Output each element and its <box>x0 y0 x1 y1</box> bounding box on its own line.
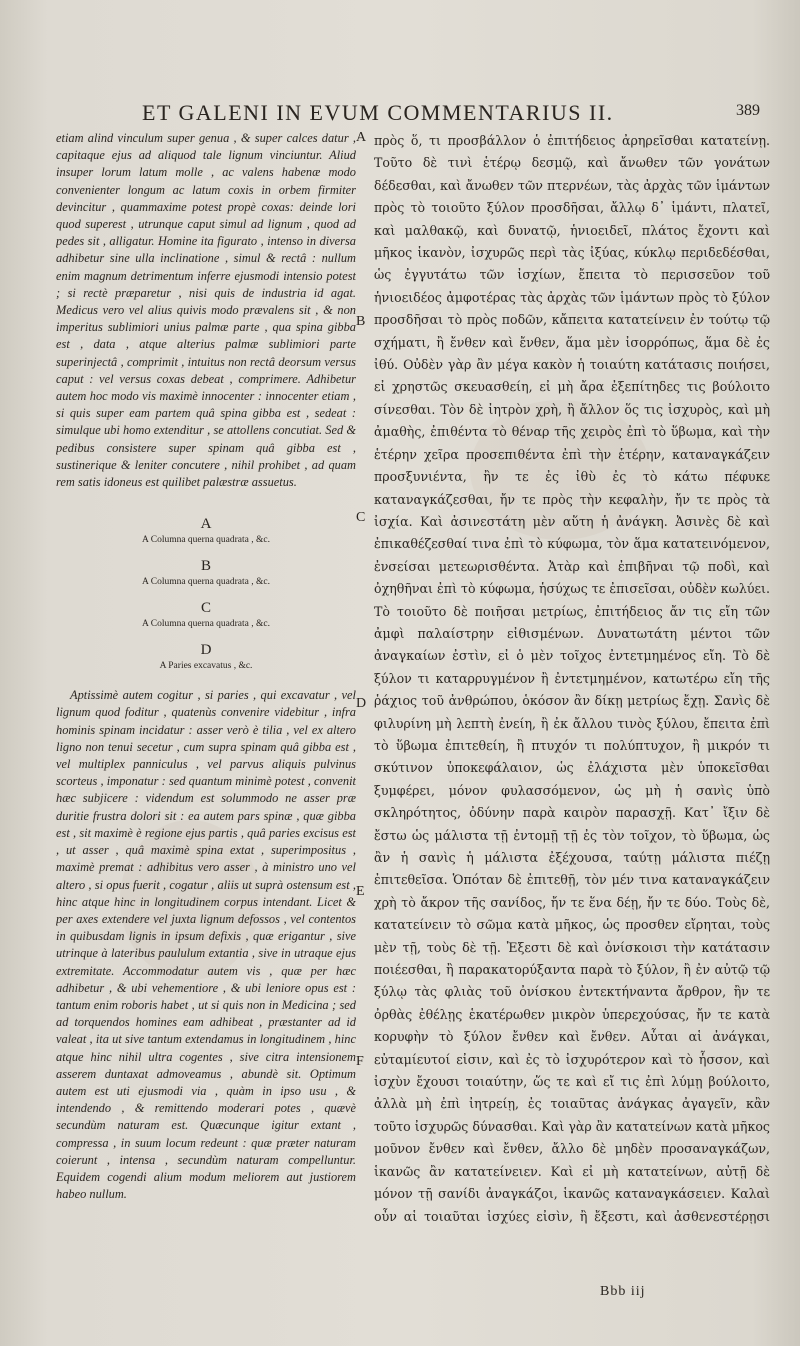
figure-reference-d <box>56 641 356 673</box>
figure-reference-a <box>56 515 356 547</box>
figure-letter: D <box>200 642 212 659</box>
margin-letter-f: F <box>356 1054 364 1069</box>
margin-letter-d: D <box>356 696 367 711</box>
margin-letter-e: E <box>356 884 365 899</box>
figure-letter: C <box>200 600 211 617</box>
figure-reference-c <box>56 599 356 631</box>
figure-letter: B <box>200 558 211 575</box>
latin-paragraph-1: etiam alind vinculum super genua , & super calces datur , capitaque ejus ad aliquod tale lignum vinciuntur. Aliud insuper lorum latum molle , ac valens habenæ modo convenienter longum ac latum coxis in orbem firmiter devincitur , quammaxime potest propè coxas: deinde lori quod superest , utrunque caput simul ad lignum , quod ad pedes sit , alligatur. Homine ita figurato , intenso in diversa adhibetur sine ulla inclinatione , simul & rectâ : nullum enim magnum detrimentum inferre ejusmodi intensio potest ; si rectè præparetur , nisi quis de industria id agat. Medicus vero vel alius quivis modo prævalens sit , & non imperitus sublimiori unius palmæ parte , qua spina gibba est , data , atque alterius palmæ sublimiori parte superinjectâ , comprimit , intuitus non rectâ deorsum versus caput : vel versus coxas debeat , comprimere. Adhibetur autem hoc modo vis maximè innocenter : innocenter etiam , si quis super eam partem quâ spina gibba est , sedeat : simulque ubi homo extenditur , se attollens concutiat. Sed & pedibus consistere super spinam quâ gibba est , sustinerique & leniter concutere , nihil prohibet , ad quam rem satis idoneus est quilibet palæstræ assuetus. <box>56 131 356 490</box>
greek-column <box>374 130 770 1230</box>
page-number: 389 <box>736 102 760 119</box>
figure-caption: A Columna querna quadrata , &c. <box>142 577 270 588</box>
margin-letters <box>356 130 372 1330</box>
latin-column <box>56 130 356 1270</box>
figure-reference-b <box>56 557 356 589</box>
figure-caption: A Columna querna quadrata , &c. <box>142 619 270 630</box>
figure-caption: A Columna querna quadrata , &c. <box>142 535 270 546</box>
margin-letter-a: A <box>356 130 367 145</box>
signature-mark: Bbb iij <box>600 1284 646 1299</box>
page-header <box>0 100 800 130</box>
latin-paragraph-2: Aptissimè autem cogitur , si paries , qui excavatur , vel lignum quod foditur , quatenùs convenire videbitur , infra hominis spinam incidatur : asser verò è tilia , vel ex altero ligno non tenui secetur , cum supra spinam quâ gibba est , vel multiplex panniculus , vel parvus aliquis pulvinus scorteus , imponatur : sed quantum minimè potest , convenit hæc subjicere : videndum est solummodo ne asser præ duritie frustra dolori sit : ea autem pars spinæ , quæ gibba est , sit maximè è regione ejus partis , quâ paries excisus est , ut asser , quâ maximè spina extat , superimpositus , maximè premat : adhibitus vero asser , à ministro uno vel altero , si opus fuerit , cogatur , aliis ut suprà ostensum est , hinc atque hinc in longitudinem corpus intendant. Licet & per axes extendere vel juxta lignum defossos , vel contentos in quibusdam lignis in ipsum defixis , quæ erigantur , sive utrinque à lateribus paululum extantia , sive in utraque ejus extremitate. Accommodatur autem vis , quæ per hæc adhibetur , & ubi vehementiore , & ubi leniore opus est : tantum enim roboris habet , ut si quis non in Medicina ; sed ad torquendos homines eam adhibeat , præstanter ad id valeat , ita ut sive tantum extendamus in longitudinem , hinc atque hinc nihil ultra cogentes , sive citra intensionem asserem duntaxat admoveamus , abundè sit. Optimum autem est uti ejusmodi via , quàm in ipso usu , & intendendo , & remittendo moderari potes , quævè secundùm naturam est. Quæcunque igitur extant , compressa , in suum locum redeunt : quæ præter naturam coierunt , intensa , secundùm naturam compelluntur. Equidem cogendi alium modum meliorem aut justiorem habeo nullum. <box>56 688 356 1202</box>
margin-letter-b: B <box>356 314 366 329</box>
figure-caption: A Paries excavatus , &c. <box>159 661 253 672</box>
figure-letter: A <box>200 516 212 533</box>
greek-paragraph: πρὸς ὅ, τι προσβάλλον ὁ ἐπιτήδειος ἀρηρεῖσθαι κατατείνῃ. Τοῦτο δὲ τινὶ ἑτέρῳ δεσμῷ, καὶ ἄνωθεν τῶν γονάτων δέδεσθαι, καὶ ἄνωθεν τῶν πτερνέων, τὰς ἀρχὰς τῶν ἱμάντων πρὸς τὸ τοιοῦτο ξύλον προσδῆσαι, ἄλλῳ δ᾽ ἱμάντι, πλατεῖ, καὶ μαλθακῷ, καὶ δυνατῷ, ἡνιοειδεῖ, πλάτος ἔχοντι καὶ μῆκος ἱκανὸν, ἰσχυρῶς περὶ τὰς ἰξύας, κύκλῳ περιδεδέσθαι, ὡς ἐγγυτάτω τῶν ἰσχίων, ἔπειτα τὸ περισσεῦον τοῦ ἡνιοειδέος ἀμφοτέρας τὰς ἀρχὰς τῶν ἱμάντων πρὸς τὸ ξύλον προσδῆσαι τὸ πρὸς ποδῶν, κἄπειτα κατατείνειν ἐν τούτῳ τῷ σχήματι, ἢ ἔνθεν καὶ ἔνθεν, ἅμα μὲν ἰσορρόπως, ἅμα δὲ ἐς ἰθύ. Οὐδὲν γὰρ ἂν μέγα κακὸν ἡ τοιαύτη κατάτασις ποιήσει, εἰ χρηστῶς σκευασθείη, εἰ μὴ ἄρα ἐξεπίτηδες τις βούλοιτο σίνεσθαι. Τὸν δὲ ἰητρὸν χρὴ, ἢ ἄλλον ὅς τις ἰσχυρὸς, καὶ μὴ ἀμαθὴς, ἐπιθέντα τὸ θέναρ τῆς χειρὸς ἐπὶ τὸ ὕβωμα, καὶ τὴν ἑτέρην χεῖρα προσεπιθέντα ἐπὶ τὴν ἑτέρην, καταναγκάζειν προσξυνιέντα, ἢν τε ἐς ἰθὺ ἐς τὸ κάτω πέφυκε καταναγκάζεσθαι, ἤν τε πρὸς τὴν κεφαλὴν, ἤν τε πρὸς τὰ ἰσχία. Καὶ ἀσινεστάτη μὲν αὕτη ἡ ἀνάγκη. Ἀσινὲς δὲ καὶ ἐπικαθέζεσθαί τινα ἐπὶ τὸ κύφωμα, τὸν ἅμα κατατεινόμενον, ἐνσείσαι μετεωρισθέντα. Ἀτὰρ καὶ ἐπιβῆναι τῷ ποδὶ, καὶ ὀχηθῆναι ἐπὶ τὸ κύφωμα, ἡσύχως τε ἐπισεῖσαι, οὐδὲν κωλύει. Τὸ τοιοῦτο δὲ ποιῆσαι μετρίως, ἐπιτήδειος ἄν τις εἴη τῶν ἀμφὶ παλαίστρην εἰθισμένων. Δυνατωτάτη μέντοι τῶν ἀναγκαίων ἐστὶν, εἰ ὁ μὲν τοῖχος ἐντετμημένος εἴη. Τὸ δὲ ξύλον τι καταρρυγμένον ἢ ἐντετμημένον, κατωτέρω εἴη τῆς ῥάχιος τοῦ ἀνθρώπου, ὁκόσον ἂν δίκῃ μετρίως ἔχῃ. Σανὶς δὲ φιλυρίνη μὴ λεπτὴ ἐνείη, ἢ ἐκ ἄλλου τινὸς ξύλου, ἔπειτα ἐπὶ τὸ ὕβωμα ἐπιτεθείη, ἢ πτυχόν τι πολύπτυχον, ἢ μικρόν τι σκύτινον ὑποκεφάλαιον, ὡς ἐλάχιστα μὲν ὑποκεῖσθαι ξυμφέρει, μόνον φυλασσόμενον, ὡς μὴ ἡ σανὶς ὑπὸ σκληρότητος, ὀδύνην παρὰ καιρὸν παρασχῇ. Κατ᾽ ἴξιν δὲ ἔστω ὡς μάλιστα τῇ ἐντομῇ τῇ ἐς τὸν τοῖχον, τὸ ὕβωμα, ὡς ἂν ἡ σανὶς ἡ μάλιστα ἐξέχουσα, ταύτῃ μάλιστα πιέζῃ ἐπιτεθεῖσα. Ὁπόταν δὲ ἐπιτεθῇ, τὸν μέν τινα καταναγκάζειν χρὴ τὸ ἄκρον τῆς σανίδος, ἤν τε ἕνα δέῃ, ἤν τε δύο. Τοὺς δὲ, κατατείνειν τὸ σῶμα κατὰ μῆκος, ὡς προσθεν εἴρηται, τοὺς μὲν τῇ, τοὺς δὲ τῇ. Ἐξεστι δὲ καὶ ὀνίσκοισι τὴν κατάτασιν ποιέεσθαι, ἢ παρακατορύξαντα παρὰ τὸ ξύλον, ἢ ἐν αὐτῷ τῷ ξύλῳ τὰς φλιὰς τοῦ ὀνίσκου ἐντεκτήναντα ἄρθρον, ἢν τε ὀρθὰς ἐθέλῃς ἑκατέρωθεν μικρὸν ὑπερεχούσας, ἤν τε κατὰ κορυφὴν τὸ ξύλον ἔνθεν καὶ ἔνθεν. Αὗται αἱ ἀνάγκαι, εὐταμίευτοί εἰσιν, καὶ ἐς τὸ ἰσχυρότερον καὶ τὸ ἧσσον, καὶ ἰσχὺν ἔχουσι τοιαύτην, ὥς τε καὶ εἴ τις ἐπὶ λύμῃ βούλοιτο, ἀλλὰ μὴ ἐπὶ ἰητρείῃ, ἐς τοιαῦτας ἀνάγκας ἀγαγεῖν, κἂν τοῦτο ἰσχυρῶς δύνασθαι. Καὶ γὰρ ἂν κατατείνων κατὰ μῆκος μοῦνον ἔνθεν καὶ ἔνθεν, ἄλλο δὲ μηδὲν προσαναγκάζων, ἱκανῶς ἂν κατατείνειεν. Καὶ εἰ μὴ κατατείνων, αὐτῇ δὲ μόνον τῇ σανίδι ἀναγκάζοι, ἱκανῶς καταναγκάσειεν. Καλαὶ οὖν αἱ τοιαῦται ἰσχύες εἰσὶν, ἢ ἔξεστι, καὶ ἀσθενεστέρῃσι <box>374 133 770 1224</box>
running-title: ET GALENI IN EVUM COMMENTARIUS II. <box>142 100 614 125</box>
margin-letter-c: C <box>356 510 366 525</box>
